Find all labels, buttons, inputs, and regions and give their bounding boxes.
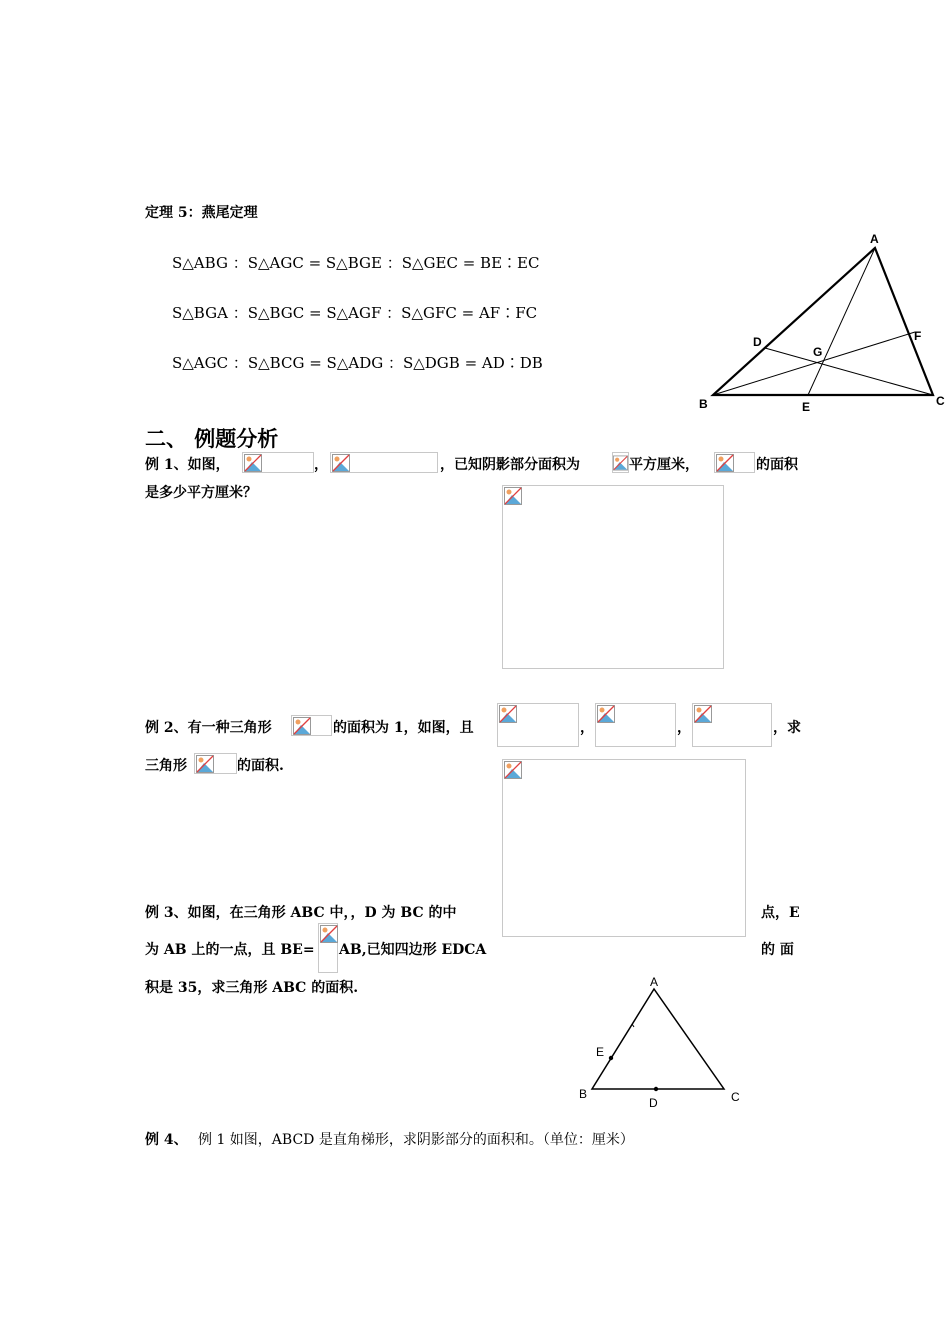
label-c: C <box>936 394 945 408</box>
ex3-label-a: A <box>650 975 659 989</box>
ex2-formula-image-1 <box>291 715 332 736</box>
swallowtail-figure <box>690 228 950 418</box>
ex4-label: 例 4、 <box>145 1132 188 1148</box>
ex2-line2b: 的面积. <box>237 758 284 774</box>
broken-image-icon <box>613 454 628 472</box>
label-a: A <box>870 232 879 246</box>
ex1-part4: 平方厘米， <box>629 457 699 473</box>
broken-image-icon <box>597 705 615 723</box>
ex3-label-c: C <box>731 1090 740 1104</box>
ex1-line2: 是多少平方厘米？ <box>145 485 257 501</box>
ex2-formula-image-3 <box>595 703 676 747</box>
ex3-line1a: 例 3、如图，在三角形 ABC 中，，D 为 BC 的中 <box>145 905 457 921</box>
label-b: B <box>699 397 708 411</box>
broken-image-icon <box>716 454 734 472</box>
ex3-fraction-image <box>318 923 338 973</box>
ex2-line2a: 三角形 <box>145 758 187 774</box>
broken-image-icon <box>196 755 214 773</box>
ex2-part1: 例 2、有一种三角形 <box>145 720 272 736</box>
ex3-label-b: B <box>579 1087 588 1101</box>
ex2-figure-image <box>502 759 746 937</box>
ex2-part2: 的面积为 1，如图，且 <box>333 720 474 736</box>
formula-1: S△ABG ：S△AGC = S△BGE ：S△GEC = BE∶EC <box>172 254 540 272</box>
label-e: E <box>802 400 811 414</box>
ex2-formula-image-2 <box>497 703 579 747</box>
line-bf <box>713 332 915 395</box>
formula-3: S△AGC ：S△BCG = S△ADG ：S△DGB = AD∶DB <box>172 354 543 372</box>
ex1-part5: 的面积 <box>756 457 798 473</box>
ex2-formula-image-5 <box>194 753 237 774</box>
ex1-part3: ，已知阴影部分面积为 <box>440 457 580 473</box>
ex4-text: 例 1 如图，ABCD 是直角梯形，求阴影部分的面积和。（单位：厘米） <box>198 1132 634 1148</box>
label-g: G <box>813 345 823 359</box>
point-e <box>609 1056 613 1060</box>
broken-image-icon <box>694 705 712 723</box>
ex2-comma-3: ，求 <box>773 720 801 736</box>
label-f: F <box>914 329 922 343</box>
broken-image-icon <box>244 454 262 472</box>
formula-2: S△BGA ：S△BGC = S△AGF ：S△GFC = AF∶FC <box>172 304 538 322</box>
broken-image-icon <box>504 487 522 505</box>
ex2-formula-image-4 <box>692 703 772 747</box>
ex3-label-e: E <box>596 1045 605 1059</box>
broken-image-icon <box>504 761 522 779</box>
ex1-formula-image-4 <box>714 452 755 473</box>
tick-mark <box>632 1024 634 1027</box>
ex1-part1: 例 1、如图， <box>145 457 230 473</box>
ex1-formula-image-1 <box>242 452 314 473</box>
ex3-line1b: 点，E <box>761 905 800 921</box>
triangle-abc-ex3 <box>592 989 724 1089</box>
ex1-formula-image-3 <box>612 452 629 473</box>
broken-image-icon <box>320 925 338 943</box>
ex3-line2b: AB,已知四边形 EDCA <box>339 942 487 958</box>
ex3-line2a: 为 AB 上的一点，且 BE= <box>145 942 315 958</box>
broken-image-icon <box>499 705 517 723</box>
line-ae <box>808 248 875 395</box>
ex3-label-d: D <box>649 1096 658 1110</box>
point-d <box>654 1087 658 1091</box>
ex3-line3: 积是 35，求三角形 ABC 的面积. <box>145 980 359 996</box>
ex3-line2c: 的 面 <box>761 942 794 958</box>
ex1-part2: ， <box>314 457 328 473</box>
label-d: D <box>753 335 762 349</box>
ex2-comma-2: ， <box>677 720 691 736</box>
ex2-comma-1: ， <box>580 720 594 736</box>
theorem-title: 定理 5：燕尾定理 <box>145 205 258 221</box>
line-cd <box>765 348 933 395</box>
broken-image-icon <box>332 454 350 472</box>
triangle-abc <box>713 248 933 395</box>
ex1-formula-image-2 <box>330 452 438 473</box>
broken-image-icon <box>293 717 311 735</box>
section-title: 二、 例题分析 <box>145 426 279 451</box>
ex3-triangle-figure <box>570 972 750 1112</box>
ex1-figure-image <box>502 485 724 669</box>
